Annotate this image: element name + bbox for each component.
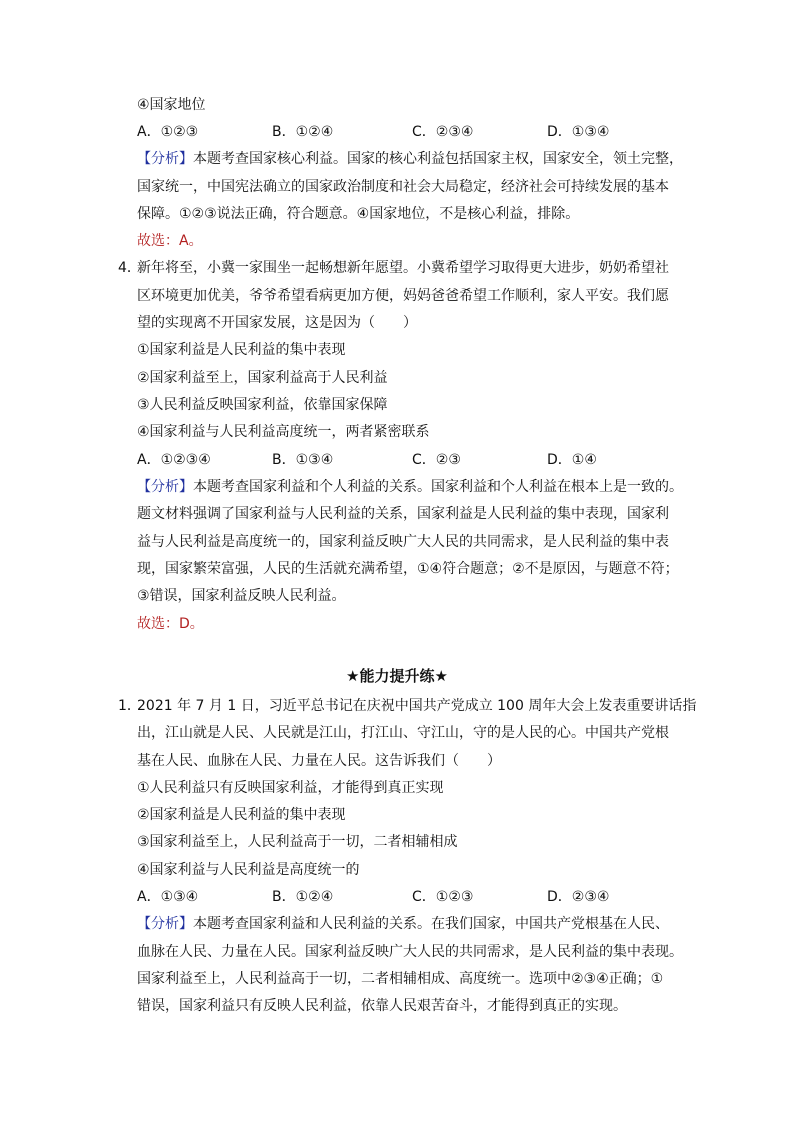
question-number: 1． <box>118 698 141 714</box>
choice-b: B．①②④ <box>272 889 334 905</box>
choice-a: A．①②③ <box>137 124 199 140</box>
question-stem: 区环境更加优美，爷爷希望看病更加方便，妈妈爸爸希望工作顺利，家人平安。我们愿 <box>137 288 669 304</box>
analysis-line: 【分析】本题考查国家核心利益。国家的核心利益包括国家主权，国家安全，领土完整， <box>137 151 683 167</box>
option-4: ④国家利益与人民利益是高度统一的 <box>137 862 360 878</box>
question-number: 4． <box>118 260 141 276</box>
analysis-line: 国家利益至上，人民利益高于一切，二者相辅相成、高度统一。选项中②③④正确；① <box>137 971 664 987</box>
option-1: ①国家利益是人民利益的集中表现 <box>137 342 346 358</box>
choice-a: A．①③④ <box>137 889 199 905</box>
choice-c: C．②③④ <box>412 124 474 140</box>
analysis-line: 错误，国家利益只有反映人民利益，依靠人民艰苦奋斗，才能得到真正的实现。 <box>137 998 627 1014</box>
analysis-line: 现，国家繁荣富强，人民的生活就充满希望，①④符合题意；②不是原因，与题意不符； <box>137 561 679 577</box>
option-3: ③国家利益至上，人民利益高于一切，二者相辅相成 <box>137 834 458 850</box>
analysis-label: 【分析】 <box>137 916 193 932</box>
question-stem: 新年将至，小冀一家围坐一起畅想新年愿望。小冀希望学习取得更大进步，奶奶希望社 <box>137 260 669 276</box>
section-title: ★能力提升练★ <box>346 667 448 685</box>
question-stem: 出，江山就是人民、人民就是江山，打江山、守江山，守的是人民的心。中国共产党根 <box>137 725 669 741</box>
option-1: ①人民利益只有反映国家利益，才能得到真正实现 <box>137 780 444 796</box>
analysis-line: 【分析】本题考查国家利益和个人利益的关系。国家利益和个人利益在根本上是一致的。 <box>137 479 683 495</box>
analysis-line: 保障。①②③说法正确，符合题意。④国家地位，不是核心利益，排除。 <box>137 206 580 222</box>
analysis-line: 题文材料强调了国家利益与人民利益的关系，国家利益是人民利益的集中表现，国家利 <box>137 506 669 522</box>
choice-d: D．①③④ <box>547 124 610 140</box>
choice-d: D．②③④ <box>547 889 610 905</box>
option-3: ③人民利益反映国家利益，依靠国家保障 <box>137 397 388 413</box>
question-stem: 基在人民、血脉在人民、力量在人民。这告诉我们（ ） <box>137 753 501 769</box>
choice-d: D．①④ <box>547 452 597 468</box>
choice-b: B．①③④ <box>272 452 334 468</box>
answer: 故选：A。 <box>137 233 203 249</box>
option-2: ②国家利益是人民利益的集中表现 <box>137 807 346 823</box>
choice-c: C．①②③ <box>412 889 474 905</box>
choice-b: B．①②④ <box>272 124 334 140</box>
option-4: ④国家利益与人民利益高度统一，两者紧密联系 <box>137 424 430 440</box>
analysis-label: 【分析】 <box>137 479 193 495</box>
analysis-line: 血脉在人民、力量在人民。国家利益反映广大人民的共同需求，是人民利益的集中表现。 <box>137 944 683 960</box>
choice-row <box>137 888 609 906</box>
question-stem: 2021 年 7 月 1 日，习近平总书记在庆祝中国共产党成立 100 周年大会上发表重要讲话指 <box>137 698 697 714</box>
analysis-line: 国家统一，中国宪法确立的国家政治制度和社会大局稳定，经济社会可持续发展的基本 <box>137 179 669 195</box>
choice-row <box>137 451 597 469</box>
choice-c: C．②③ <box>412 452 461 468</box>
option-4: ④国家地位 <box>137 97 206 113</box>
choice-row <box>137 123 609 141</box>
analysis-line: 【分析】本题考查国家利益和人民利益的关系。在我们国家，中国共产党根基在人民、 <box>137 916 669 932</box>
answer: 故选：D。 <box>137 616 204 632</box>
question-stem: 望的实现离不开国家发展，这是因为（ ） <box>137 315 417 331</box>
analysis-line: ③错误，国家利益反映人民利益。 <box>137 588 346 604</box>
analysis-line: 益与人民利益是高度统一的，国家利益反映广大人民的共同需求，是人民利益的集中表 <box>137 534 669 550</box>
choice-a: A．①②③④ <box>137 452 211 468</box>
analysis-label: 【分析】 <box>137 151 193 167</box>
option-2: ②国家利益至上，国家利益高于人民利益 <box>137 370 388 386</box>
